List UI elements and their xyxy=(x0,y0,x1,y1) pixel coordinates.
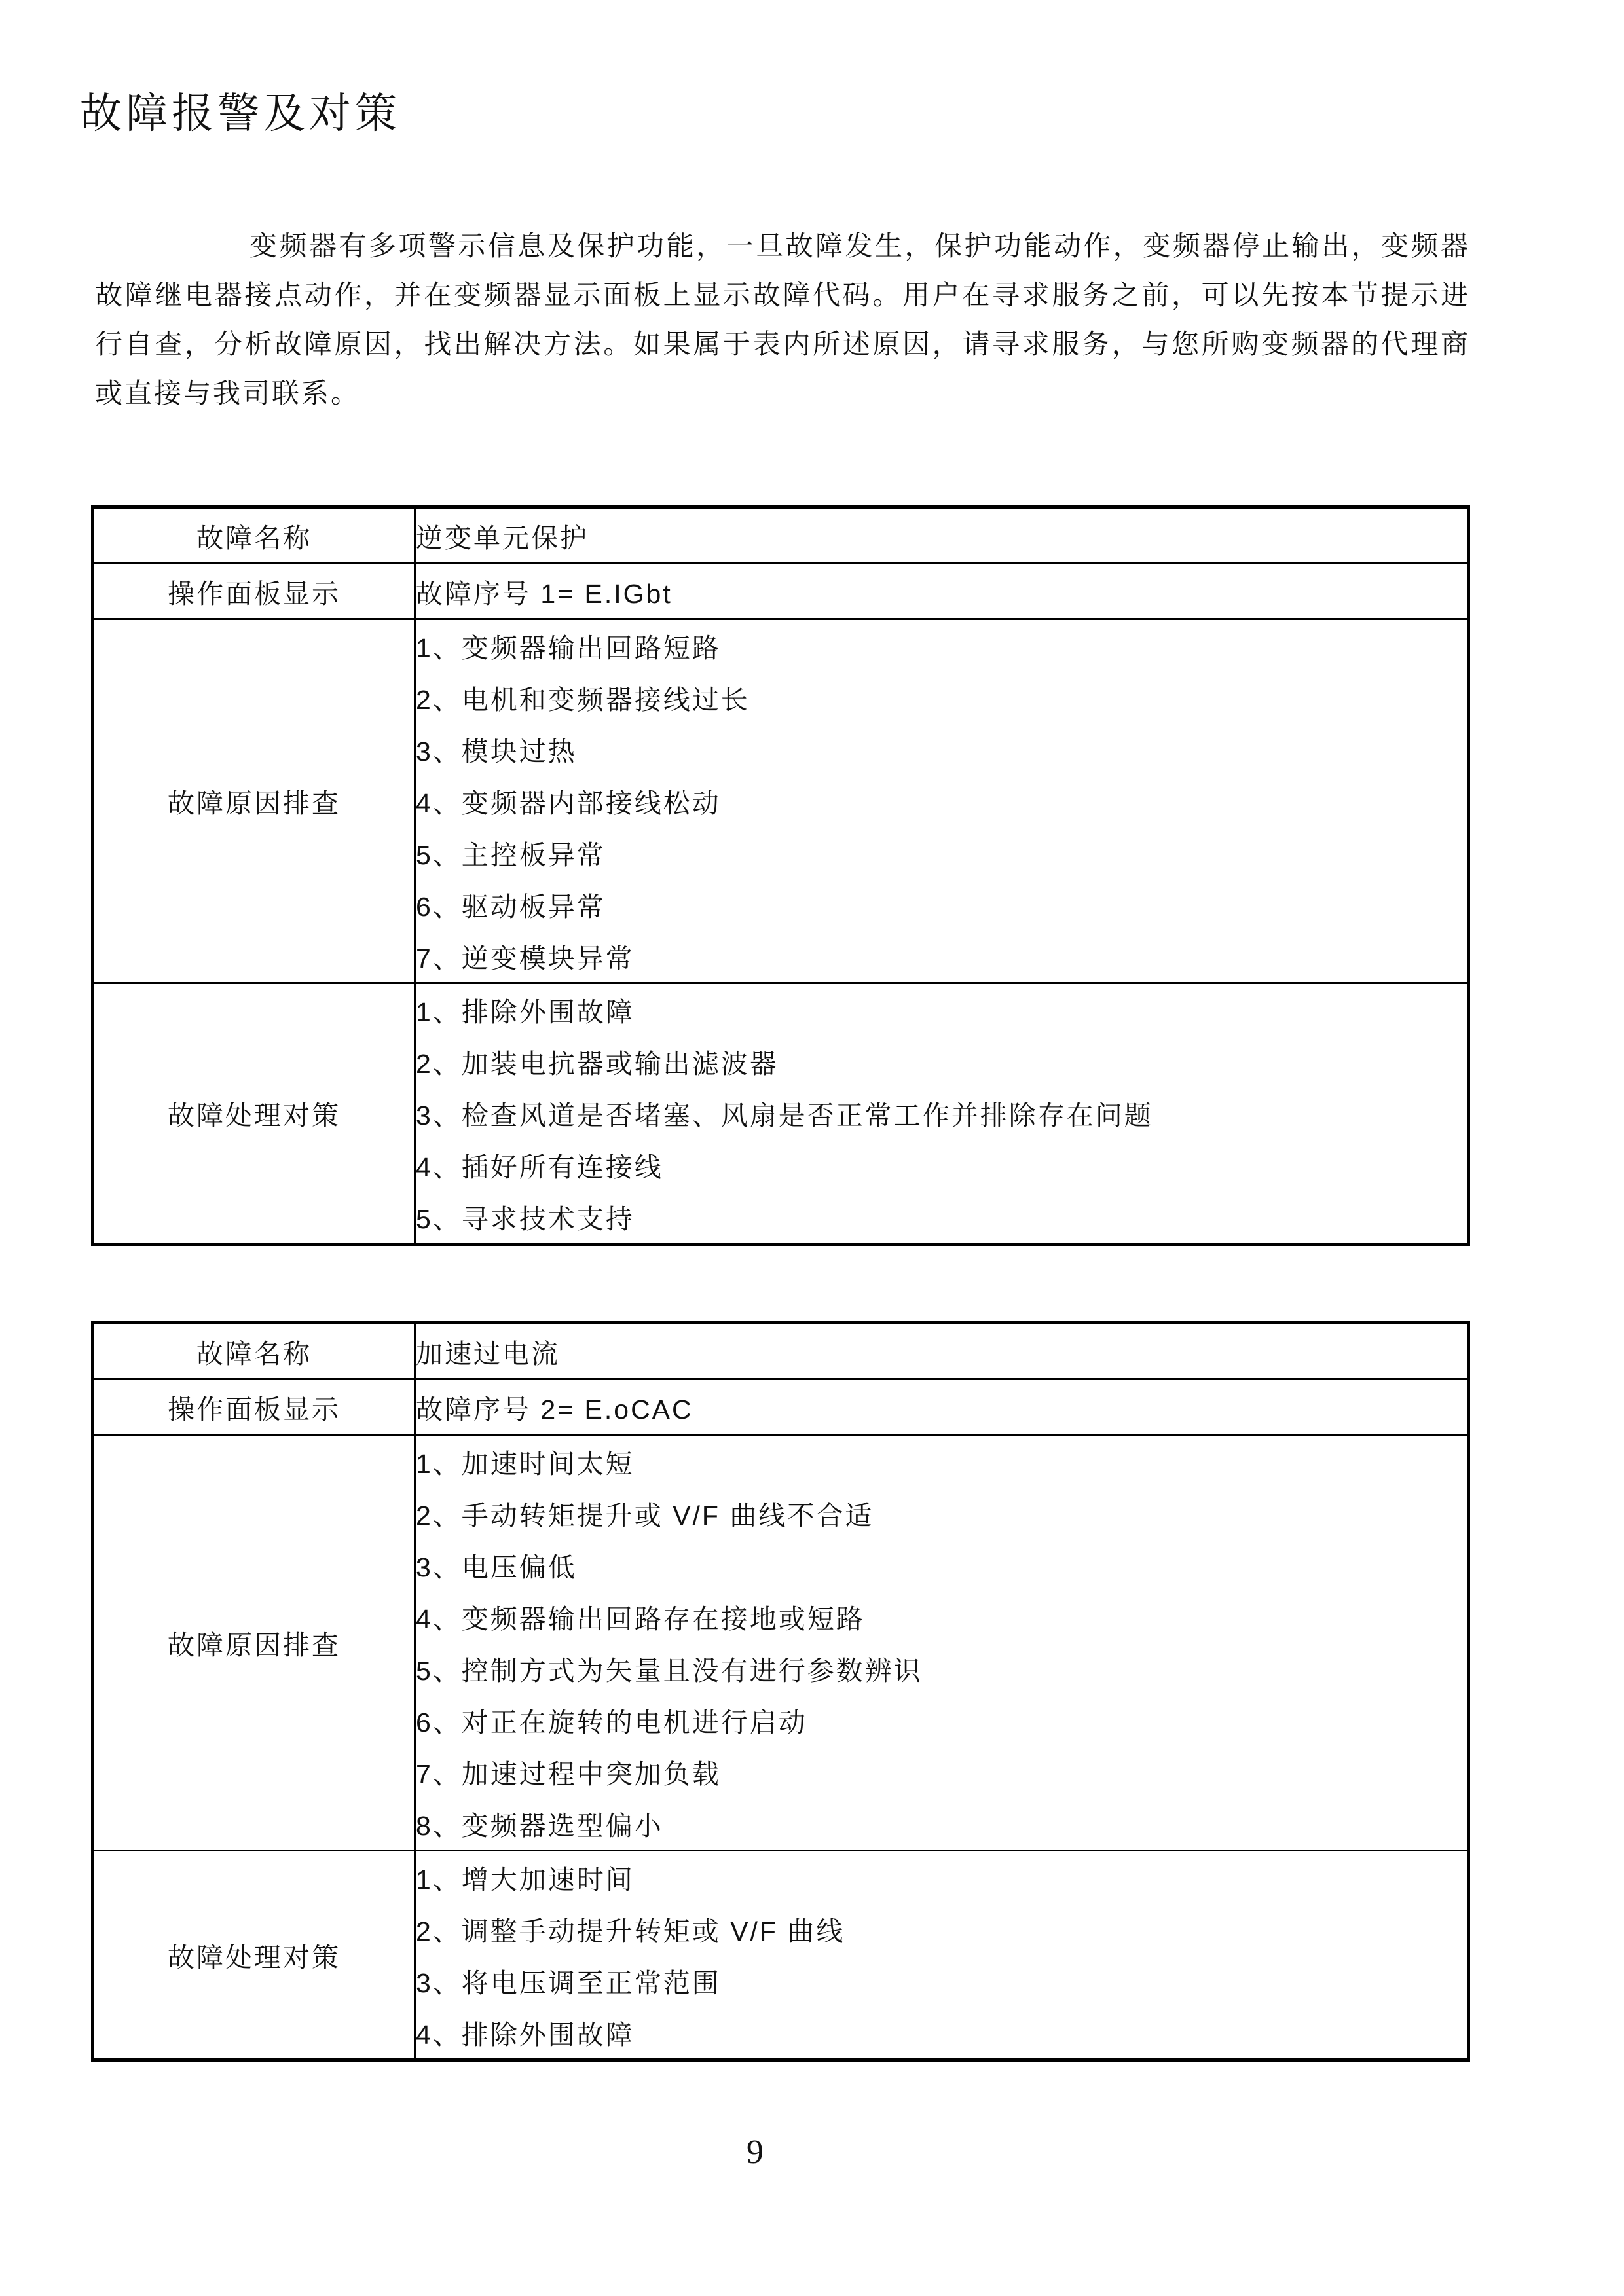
table-row xyxy=(93,1435,1469,1851)
fault-name-label: 故障名称 xyxy=(93,1323,415,1379)
list-item: 2、调整手动提升转矩或 V/F 曲线 xyxy=(416,1916,845,1946)
list-item: 5、寻求技术支持 xyxy=(416,1204,635,1234)
list-item: 2、加装电抗器或输出滤波器 xyxy=(416,1049,779,1079)
list-item: 2、手动转矩提升或 V/F 曲线不合适 xyxy=(416,1501,874,1531)
panel-display-value: 故障序号 1= E.IGbt xyxy=(415,564,1469,619)
panel-display-label: 操作面板显示 xyxy=(93,564,415,619)
list-item: 4、变频器内部接线松动 xyxy=(416,788,721,818)
list-item: 2、电机和变频器接线过长 xyxy=(416,685,750,715)
fault-table-1 xyxy=(91,505,1470,1246)
panel-display-label: 操作面板显示 xyxy=(93,1379,415,1435)
list-item: 1、变频器输出回路短路 xyxy=(416,633,721,663)
list-item: 3、电压偏低 xyxy=(416,1552,577,1582)
list-item: 4、变频器输出回路存在接地或短路 xyxy=(416,1604,865,1634)
list-item: 3、检查风道是否堵塞、风扇是否正常工作并排除存在问题 xyxy=(416,1101,1153,1131)
page-number: 9 xyxy=(747,2134,764,2171)
countermeasure-list xyxy=(415,1851,1469,2060)
list-item: 6、驱动板异常 xyxy=(416,892,606,922)
table-row xyxy=(93,1851,1469,2060)
list-item: 3、将电压调至正常范围 xyxy=(416,1968,721,1998)
list-item: 1、加速时间太短 xyxy=(416,1449,635,1479)
table-row xyxy=(93,983,1469,1245)
list-item: 3、模块过热 xyxy=(416,737,577,767)
panel-display-value: 故障序号 2= E.oCAC xyxy=(415,1379,1469,1435)
list-item: 7、加速过程中突加负载 xyxy=(416,1759,721,1789)
fault-name-value: 逆变单元保护 xyxy=(415,507,1469,564)
list-item: 6、对正在旋转的电机进行启动 xyxy=(416,1707,807,1738)
table-row xyxy=(93,564,1469,619)
table-row xyxy=(93,1379,1469,1435)
intro-paragraph: 变频器有多项警示信息及保护功能，一旦故障发生，保护功能动作，变频器停止输出，变频器故障继电器接点动作，并在变频器显示面板上显示故障代码。用户在寻求服务之前，可以先按本节提示进行自查，分析故障原因，找出解决方法。如果属于表内所述原因，请寻求服务，与您所购变频器的代理商或直接与我司联系。 xyxy=(95,230,1470,409)
fault-name-value: 加速过电流 xyxy=(415,1323,1469,1379)
fault-name-label: 故障名称 xyxy=(93,507,415,564)
cause-check-label: 故障原因排查 xyxy=(93,619,415,983)
table-row xyxy=(93,1323,1469,1379)
countermeasure-list xyxy=(415,983,1469,1245)
list-item: 1、排除外围故障 xyxy=(416,997,635,1027)
list-item: 5、主控板异常 xyxy=(416,840,606,870)
cause-check-label: 故障原因排查 xyxy=(93,1435,415,1851)
countermeasure-label: 故障处理对策 xyxy=(93,1851,415,2060)
cause-list xyxy=(415,619,1469,983)
list-item: 8、变频器选型偏小 xyxy=(416,1811,663,1841)
table-row xyxy=(93,507,1469,564)
fault-table-2 xyxy=(91,1321,1470,2062)
list-item: 4、排除外围故障 xyxy=(416,2020,635,2050)
cause-list xyxy=(415,1435,1469,1851)
countermeasure-label: 故障处理对策 xyxy=(93,983,415,1245)
list-item: 1、增大加速时间 xyxy=(416,1865,635,1895)
list-item: 4、插好所有连接线 xyxy=(416,1152,663,1182)
list-item: 7、逆变模块异常 xyxy=(416,943,635,974)
list-item: 5、控制方式为矢量且没有进行参数辨识 xyxy=(416,1656,923,1686)
table-row xyxy=(93,619,1469,983)
page-title: 故障报警及对策 xyxy=(80,90,401,137)
